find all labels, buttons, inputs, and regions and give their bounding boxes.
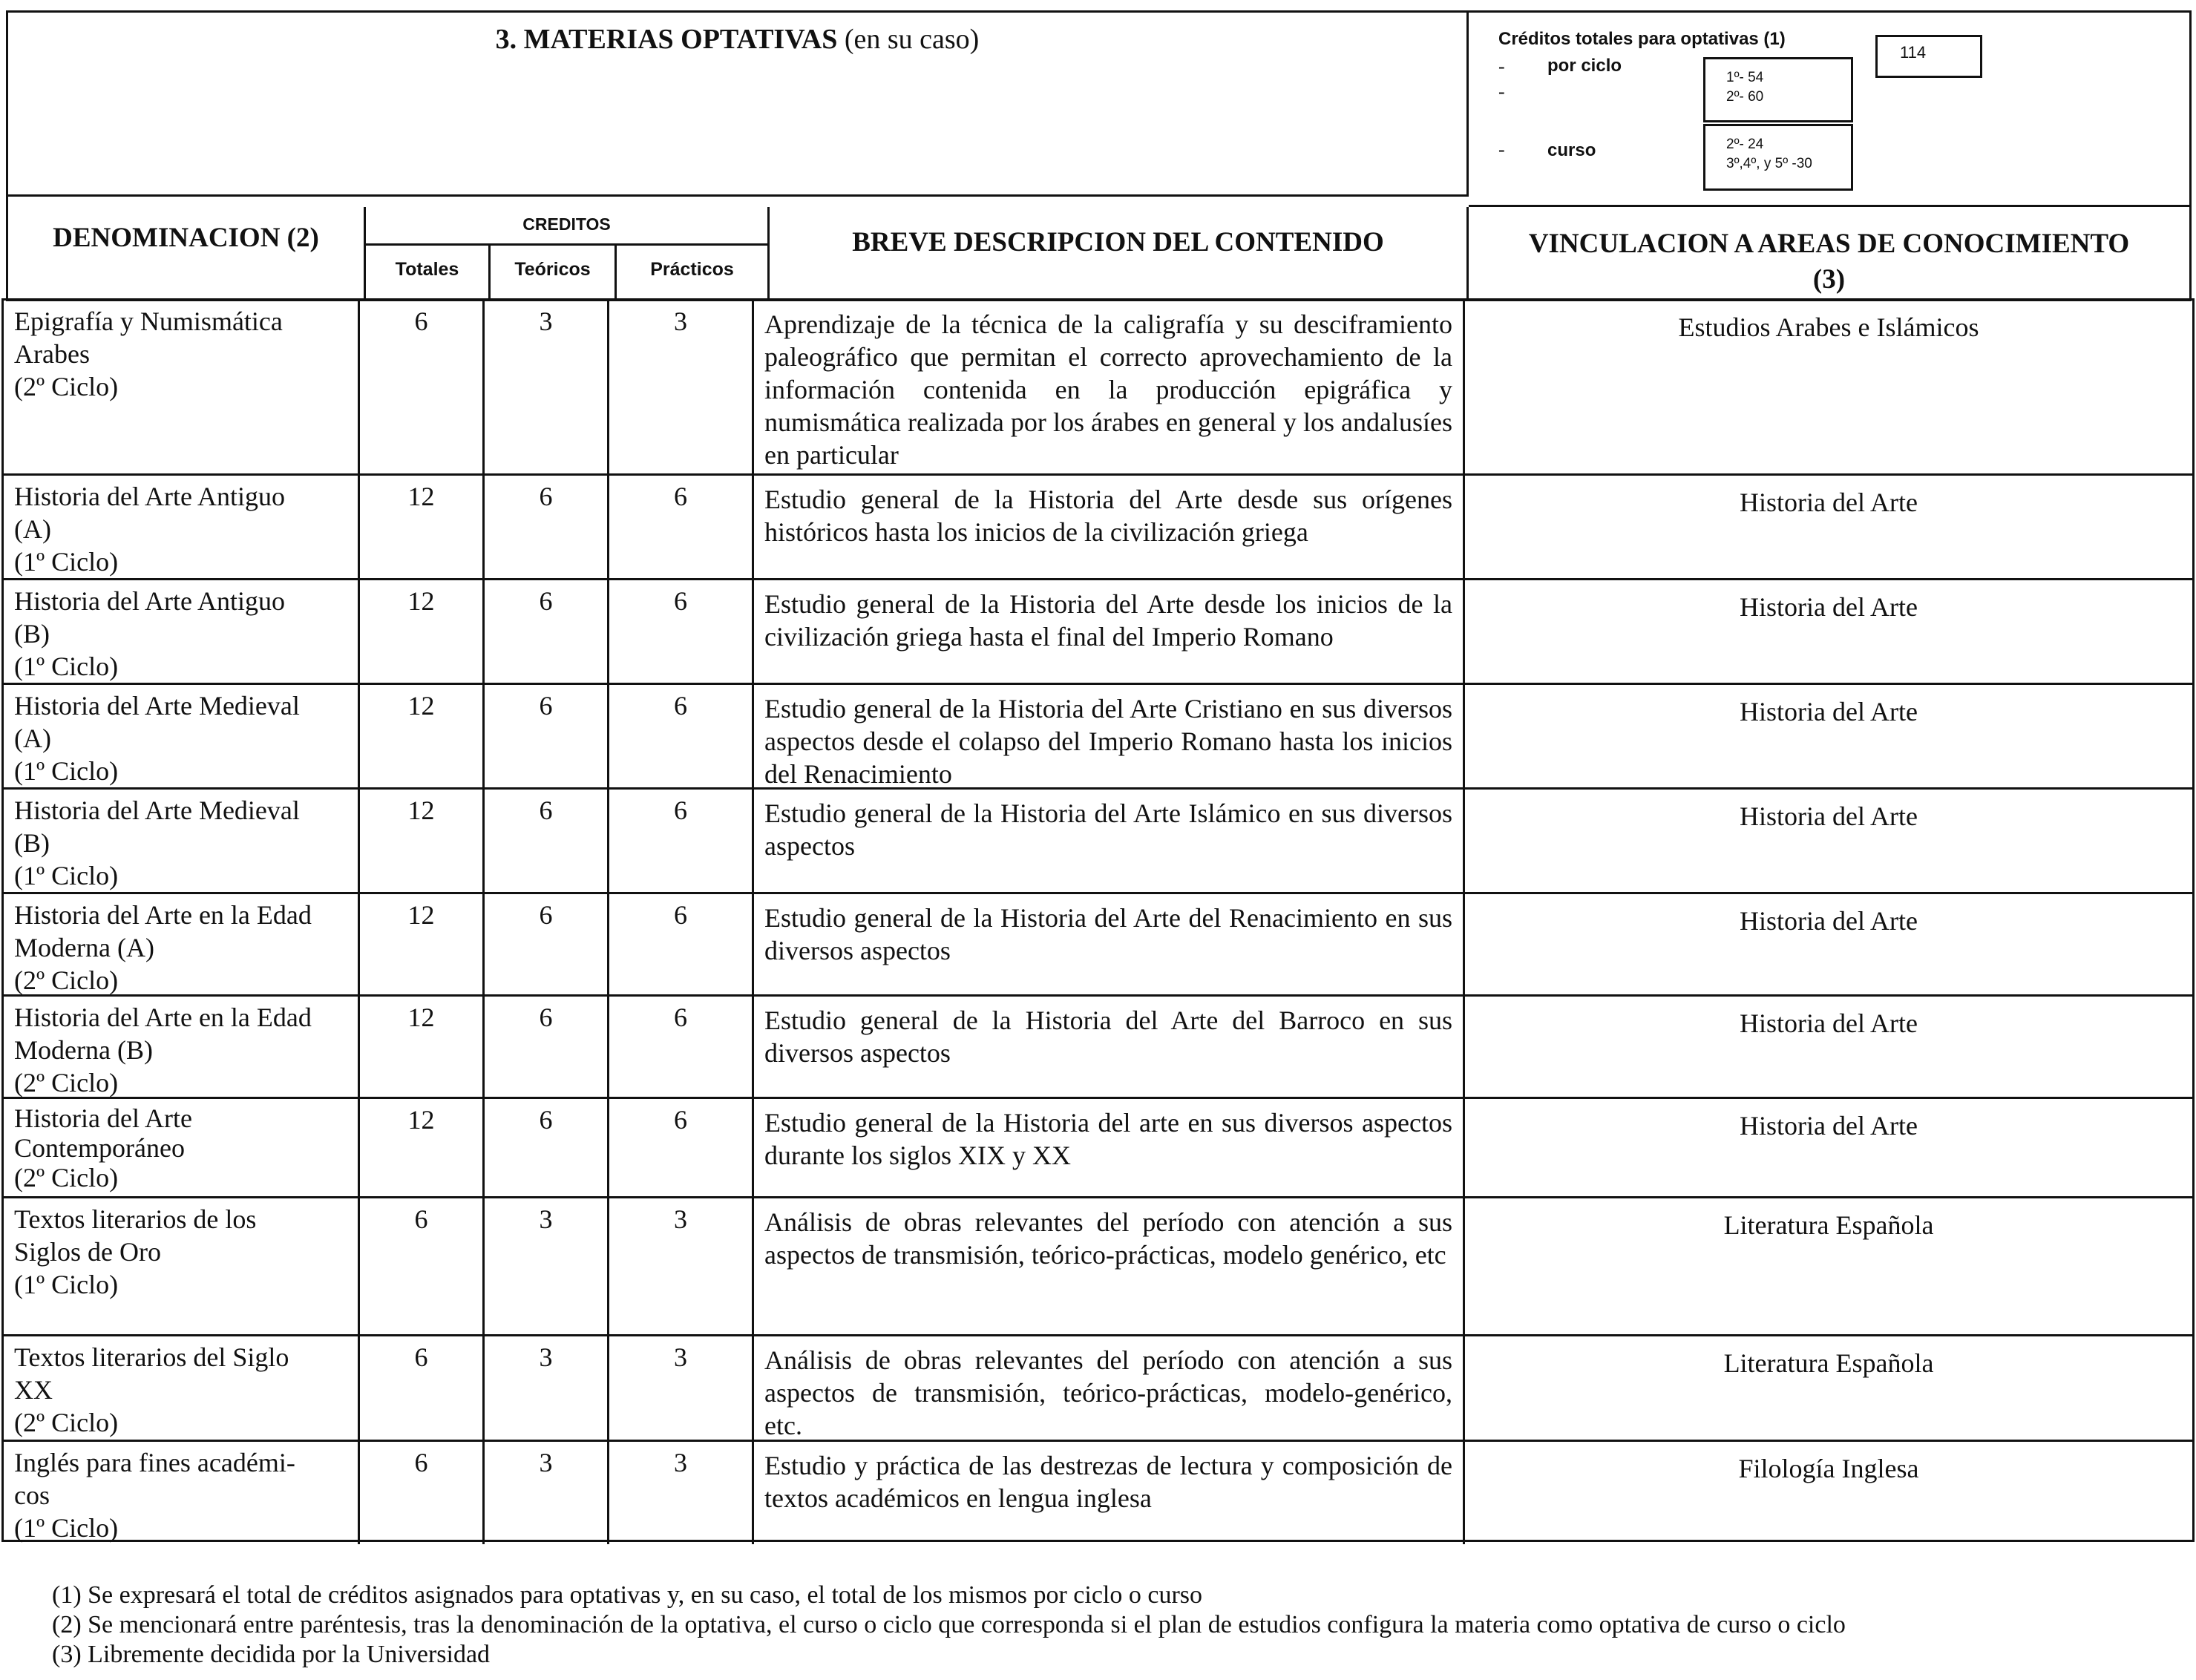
subject-name-line: (2º Ciclo) bbox=[14, 372, 119, 401]
footnote-2: (2) Se mencionará entre paréntesis, tras la denominación de la optativa, el curso o ciclo que corresponda si el plan de estudios configura la materia como optativa de curso o ciclo bbox=[52, 1611, 1846, 1638]
subject-name-line: Historia del Arte Antiguo bbox=[14, 586, 285, 616]
per-course-value: 2º- 24 bbox=[1726, 137, 1764, 152]
subject-name-line: Historia del Arte Medieval bbox=[14, 795, 300, 825]
col-theoretical: Teóricos bbox=[491, 246, 617, 301]
credits-total: 6 bbox=[360, 1198, 485, 1334]
subject-description: Análisis de obras relevantes del período con atención a sus aspectos de transmisión, teórico-prácticas, modelo genérico, etc bbox=[754, 1198, 1465, 1334]
dash-marker: - bbox=[1498, 56, 1505, 77]
credits-practical: 6 bbox=[609, 1099, 754, 1196]
col-areas bbox=[1469, 207, 2189, 301]
credits-theoretical: 6 bbox=[485, 476, 609, 578]
credits-total: 12 bbox=[360, 476, 485, 578]
credits-total: 6 bbox=[360, 1442, 485, 1544]
subject-description: Estudio general de la Historia del Arte del Barroco en sus diversos aspectos bbox=[754, 997, 1465, 1097]
knowledge-area: Literatura Española bbox=[1723, 1210, 1934, 1240]
col-areas-line1: VINCULACION A AREAS DE CONOCIMIENTO bbox=[1528, 229, 2130, 259]
subject-name-line: cos bbox=[14, 1480, 50, 1510]
subject-name-line: XX bbox=[14, 1375, 53, 1405]
subject-name bbox=[4, 580, 360, 683]
credits-total: 12 bbox=[360, 997, 485, 1097]
knowledge-area: Historia del Arte bbox=[1740, 697, 1918, 726]
subject-name-line: (1º Ciclo) bbox=[14, 861, 119, 890]
col-description: BREVE DESCRIPCION DEL CONTENIDO bbox=[770, 207, 1469, 301]
per-cycle-label: por ciclo bbox=[1547, 56, 1622, 76]
credits-theoretical: 6 bbox=[485, 997, 609, 1097]
credits-theoretical: 6 bbox=[485, 1099, 609, 1196]
subject-name-line: (2º Ciclo) bbox=[14, 1408, 119, 1437]
credits-total: 12 bbox=[360, 580, 485, 683]
knowledge-area: Historia del Arte bbox=[1740, 801, 1918, 831]
credits-total: 12 bbox=[360, 1099, 485, 1196]
per-cycle-value: 1º- 54 bbox=[1726, 70, 1764, 85]
subject-name-line: (A) bbox=[14, 514, 51, 544]
footnote-3: (3) Libremente decidida por la Universidad bbox=[52, 1641, 491, 1668]
subject-name-line: (1º Ciclo) bbox=[14, 652, 119, 681]
subject-name-line: (A) bbox=[14, 723, 51, 753]
credits-summary-cell bbox=[1469, 13, 2189, 207]
subject-description: Estudio general de la Historia del Arte desde los inicios de la civilización griega hasta el final del Imperio Romano bbox=[754, 580, 1465, 683]
table-row bbox=[4, 1099, 2192, 1198]
footnote-1: (1) Se expresará el total de créditos asignados para optativas y, en su caso, el total de los mismos por ciclo o curso bbox=[52, 1581, 1203, 1609]
subject-name-line: Inglés para fines académi- bbox=[14, 1448, 295, 1477]
optional-subjects-table bbox=[1, 298, 2195, 1542]
subject-name-line: (1º Ciclo) bbox=[14, 547, 119, 577]
section-title bbox=[8, 23, 1466, 56]
col-areas-line2: (3) bbox=[1812, 264, 1846, 295]
subject-name-line: Historia del Arte Antiguo bbox=[14, 482, 285, 511]
per-cycle-value: 2º- 60 bbox=[1726, 89, 1764, 105]
subject-name bbox=[4, 1442, 360, 1544]
credits-theoretical: 6 bbox=[485, 894, 609, 994]
table-row bbox=[4, 580, 2192, 685]
col-totals: Totales bbox=[366, 246, 491, 301]
credits-practical: 6 bbox=[609, 997, 754, 1097]
credits-total: 12 bbox=[360, 685, 485, 787]
credits-theoretical: 3 bbox=[485, 1198, 609, 1334]
subject-description: Estudio general de la Historia del arte en sus diversos aspectos durante los siglos XIX y XX bbox=[754, 1099, 1465, 1196]
credits-total: 6 bbox=[360, 1336, 485, 1440]
subject-name-line: Textos literarios del Siglo bbox=[14, 1342, 289, 1372]
knowledge-area: Historia del Arte bbox=[1740, 1111, 1918, 1141]
section-title-paren: (en su caso) bbox=[844, 24, 980, 55]
per-course-value: 3º,4º, y 5º -30 bbox=[1726, 156, 1812, 171]
subject-name bbox=[4, 1198, 360, 1334]
subject-name-line: Historia del Arte Medieval bbox=[14, 691, 300, 721]
table-row bbox=[4, 997, 2192, 1099]
subject-description: Estudio general de la Historia del Arte Cristiano en sus diversos aspectos desde el colapso del Imperio Romano hasta los inicios del Renacimiento bbox=[754, 685, 1465, 787]
section-title-text: 3. MATERIAS OPTATIVAS bbox=[495, 24, 838, 55]
knowledge-area: Filología Inglesa bbox=[1738, 1454, 1919, 1483]
subject-name bbox=[4, 894, 360, 994]
credits-theoretical: 3 bbox=[485, 301, 609, 473]
table-row bbox=[4, 301, 2192, 476]
subject-name bbox=[4, 685, 360, 787]
subject-name-line: Historia del Arte en la Edad bbox=[14, 1003, 312, 1032]
knowledge-area: Historia del Arte bbox=[1740, 592, 1918, 622]
subject-name-line: Moderna (B) bbox=[14, 1035, 153, 1065]
subject-name-line: (2º Ciclo) bbox=[14, 1068, 119, 1097]
subject-name bbox=[4, 301, 360, 473]
column-headers bbox=[8, 207, 2189, 299]
col-denomination: DENOMINACION (2) bbox=[8, 207, 366, 301]
table-row bbox=[4, 476, 2192, 580]
credits-practical: 6 bbox=[609, 790, 754, 892]
subject-name-line: (2º Ciclo) bbox=[14, 1163, 119, 1192]
table-row bbox=[4, 685, 2192, 790]
subject-name bbox=[4, 790, 360, 892]
total-credits-value: 114 bbox=[1900, 43, 1927, 62]
per-cycle-box bbox=[1703, 57, 1853, 122]
subject-name-line: (B) bbox=[14, 828, 50, 858]
col-credits: CREDITOS bbox=[366, 207, 770, 246]
credits-practical: 3 bbox=[609, 1336, 754, 1440]
subject-name-line: Moderna (A) bbox=[14, 933, 154, 962]
per-course-box bbox=[1703, 124, 1853, 191]
credits-theoretical: 6 bbox=[485, 685, 609, 787]
credits-theoretical: 6 bbox=[485, 790, 609, 892]
credits-theoretical: 6 bbox=[485, 580, 609, 683]
subject-description: Estudio general de la Historia del Arte Islámico en sus diversos aspectos bbox=[754, 790, 1465, 892]
subject-name bbox=[4, 1099, 360, 1196]
credits-practical: 6 bbox=[609, 476, 754, 578]
col-practical: Prácticos bbox=[617, 246, 770, 301]
credits-practical: 3 bbox=[609, 1442, 754, 1544]
subject-name bbox=[4, 476, 360, 578]
subject-description: Estudio general de la Historia del Arte desde sus orígenes históricos hasta los inicios de la civilización griega bbox=[754, 476, 1465, 578]
credits-total: 6 bbox=[360, 301, 485, 473]
dash-marker: - bbox=[1498, 139, 1505, 160]
subject-description: Estudio general de la Historia del Arte del Renacimiento en sus diversos aspectos bbox=[754, 894, 1465, 994]
table-row bbox=[4, 1442, 2192, 1544]
header-block bbox=[6, 10, 2192, 301]
subject-name-line: Arabes bbox=[14, 339, 90, 369]
knowledge-area: Estudios Arabes e Islámicos bbox=[1678, 312, 1979, 342]
knowledge-area: Historia del Arte bbox=[1740, 906, 1918, 936]
credits-total: 12 bbox=[360, 894, 485, 994]
credits-theoretical: 3 bbox=[485, 1442, 609, 1544]
table-row bbox=[4, 894, 2192, 997]
credits-theoretical: 3 bbox=[485, 1336, 609, 1440]
credits-total-label: Créditos totales para optativas (1) bbox=[1498, 29, 1786, 49]
subject-name-line: Epigrafía y Numismática bbox=[14, 306, 283, 336]
subject-name-line: (2º Ciclo) bbox=[14, 965, 119, 995]
subject-name-line: (1º Ciclo) bbox=[14, 1513, 119, 1543]
subject-name-line: (1º Ciclo) bbox=[14, 756, 119, 786]
section-title-cell bbox=[8, 13, 1469, 197]
subject-name-line: Contemporáneo bbox=[14, 1133, 185, 1163]
subject-name bbox=[4, 997, 360, 1097]
total-credits-box bbox=[1875, 35, 1982, 78]
subject-name-line: Historia del Arte bbox=[14, 1103, 192, 1133]
credits-practical: 6 bbox=[609, 580, 754, 683]
subject-name-line: (1º Ciclo) bbox=[14, 1270, 119, 1299]
table-row bbox=[4, 790, 2192, 894]
subject-name-line: Siglos de Oro bbox=[14, 1237, 161, 1267]
knowledge-area: Historia del Arte bbox=[1740, 1008, 1918, 1038]
credits-practical: 6 bbox=[609, 894, 754, 994]
subject-name-line: Textos literarios de los bbox=[14, 1204, 257, 1234]
knowledge-area: Literatura Española bbox=[1723, 1348, 1934, 1378]
table-row bbox=[4, 1198, 2192, 1336]
subject-description: Estudio y práctica de las destrezas de lectura y composición de textos académicos en lengua inglesa bbox=[754, 1442, 1465, 1544]
credits-practical: 6 bbox=[609, 685, 754, 787]
credits-practical: 3 bbox=[609, 1198, 754, 1334]
per-course-label: curso bbox=[1547, 140, 1596, 160]
subject-name-line: (B) bbox=[14, 619, 50, 649]
credits-practical: 3 bbox=[609, 301, 754, 473]
knowledge-area: Historia del Arte bbox=[1740, 488, 1918, 517]
subject-name bbox=[4, 1336, 360, 1440]
subject-description: Análisis de obras relevantes del período con atención a sus aspectos de transmisión, teórico-prácticas, modelo-genérico, etc. bbox=[754, 1336, 1465, 1440]
subject-description: Aprendizaje de la técnica de la caligrafía y su desciframiento paleográfico que permitan el correcto aprovechamiento de la información contenida en la producción epigráfica y numismática realizada por los árabes en general y los andalusíes en particular bbox=[754, 301, 1465, 473]
credits-total: 12 bbox=[360, 790, 485, 892]
dash-marker: - bbox=[1498, 81, 1505, 102]
table-row bbox=[4, 1336, 2192, 1442]
subject-name-line: Historia del Arte en la Edad bbox=[14, 900, 312, 930]
